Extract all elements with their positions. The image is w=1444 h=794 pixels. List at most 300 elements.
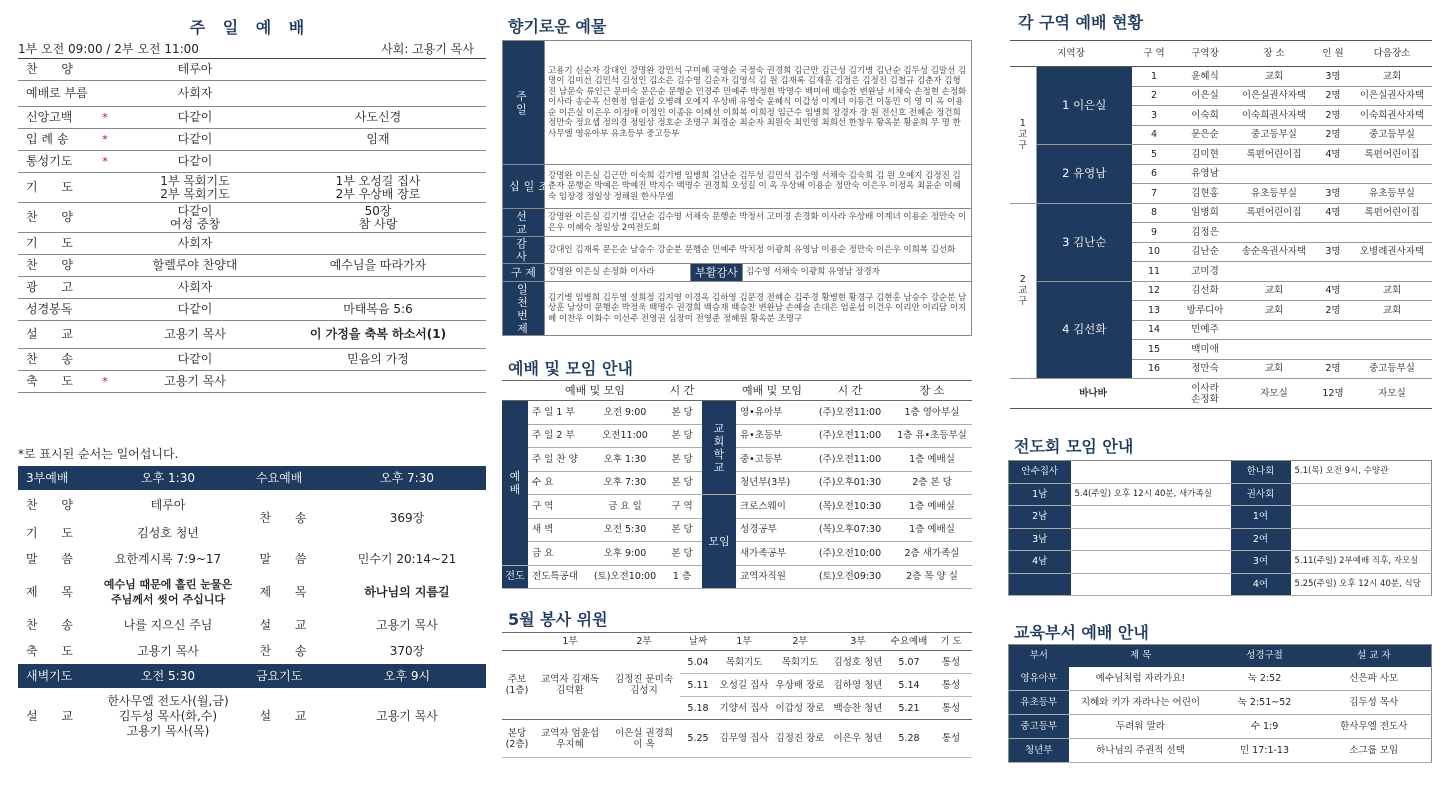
sunday-row [18,173,486,203]
mission-info [1071,528,1231,551]
district-cell: 록펀어린이집 [1364,207,1420,219]
service-head: 기 도 [940,636,962,647]
district-cell: 2 [1150,90,1158,102]
stand-mark: * [90,107,120,129]
sunday-host: 사회: 고용기 목사 [381,42,474,56]
district-cell [1314,320,1352,340]
meeting-group-label: 전도 [502,565,528,589]
meeting-time: (주)오전11:00 [818,406,882,418]
meeting-head: 시 간 [669,384,695,397]
district-head: 인 원 [1322,48,1344,59]
meeting-name: 구 역 [532,500,554,512]
order-person: 사회자 [120,81,270,107]
edu-dept: 영유아부 [1009,667,1069,691]
order-detail: 사도신경 [270,107,486,129]
district-head: 다음장소 [1373,48,1411,59]
district-cell: 9 [1150,226,1158,238]
district-cell: 김미현 [1191,148,1219,160]
order-item: 찬 양 [18,203,90,233]
district-cell: 오병례권사자택 [1359,246,1425,258]
district-cell: 록펀어린이집 [1246,207,1302,219]
stand-mark [90,173,120,203]
other-value: 고용기 목사 [376,617,438,632]
district-cell: 김정은 [1191,226,1219,238]
mission-group: 2여 [1231,528,1291,551]
mission-info [1071,551,1231,574]
dawn-item: 설 교 [26,708,83,723]
district-leader: 2 유영남 [1036,145,1132,204]
stand-mark [90,255,120,277]
service-cell: 5.11 [687,679,709,691]
other-header [18,664,486,688]
district-cell: 3 [1150,109,1158,121]
meeting-name: 수 요 [532,477,554,489]
other-header-cell: 오후 7:30 [380,470,434,485]
offering-label: 십일조 [503,165,545,209]
district-cell: 이숙희권사자택 [1359,109,1425,121]
order-detail: 예수님을 따라가자 [270,255,486,277]
service-cell: 오성길 집사 [719,679,769,691]
district-cell: 12 [1147,285,1161,297]
sunday-row [18,81,486,107]
meeting-name: 중•고등부 [740,453,783,465]
district-cell: 이숙희 [1191,109,1219,121]
other-value: 하나님의 지름길 [364,584,450,599]
mission-group: 권사회 [1231,483,1291,506]
edu-head: 성경구절 [1246,650,1283,662]
service-cell: 이갑성 장로 [775,702,825,714]
mission-group: 4남 [1009,551,1071,574]
sunday-row [18,371,486,393]
district-cell: 교회 [1382,304,1402,316]
service-cell: 5.14 [898,679,920,691]
other-item: 축 도 [26,643,83,658]
service-head: 3부 [850,636,866,647]
sunday-row [18,321,486,349]
other-item: 찬 송 [259,510,317,525]
mission-info [1071,461,1231,484]
order-detail: 1부 오성길 집사 2부 우상배 장로 [270,173,486,203]
offering-label: 감 사 [503,237,545,264]
district-head: 구역장 [1191,48,1219,59]
meeting-group-label: 교 회 학 교 [702,401,736,495]
meeting-head: 예배 및 모임 [741,384,803,397]
offering-column [498,0,974,794]
stand-mark: * [90,151,120,173]
service-cell: 5.18 [687,702,709,714]
meeting-place: 1 층 [672,571,692,583]
service-team: 김정진 문미숙 김성지 [614,674,674,696]
mission-group: 3남 [1009,528,1071,551]
meeting-head: 시 간 [837,384,863,397]
offering-names: 고용기 신순자 강대인 강명완 강민석 구미혜 국영순 국정숙 권경희 김근만 김근성 김기병 김난순 김두성 김말선 김명이 김미선 김민석 김성인 김소은 김수영 김순자 김영식 김 원 김재록 김재훈 김정은 김정진 김철규 김춘자 김형진 남문숙 류인근 문미숙 문은순 문행순 민경주 민예주 박정현 박명수 백미애 백승찬 변완남 서채숙 손정현 손정화 이사라 송순옥 신현정 엄윤섭 오병례 오예지 우상배 유영숙 윤혜식 이갑성 이계녀 이동건 이동민 이 영 이 옥 이용순 이은실 이은우 이정애 이정인 이종유 이혜선 이희복 이희정 임근수 임병희 장경자 장 원 전신호 전혜순 정건희 정만숙 정요셉 정의경 정일상 정호순 조명구 최경순 최순자 최원숙 최인영 최희선 한창우 황옥분 황윤희 무 명 한사무엘 영유아부 유초등부 중고등부 [545,41,972,165]
edu-dept: 유초등부 [1009,691,1069,715]
meeting-place: 1층 예배실 [909,524,955,536]
service-cell: 김무영 집사 [719,733,769,744]
district-cell: 록펀어린이집 [1364,148,1420,160]
edu-title: 교육부서 예배 안내 [1014,623,1149,642]
stand-mark [90,277,120,299]
service-table [502,632,972,758]
sunday-worship-column [14,0,486,794]
stand-mark [90,321,120,349]
district-cell: 6 [1150,168,1158,180]
service-team: 교역자 엄윤섭 우지혜 [540,727,600,750]
service-place: 본당 (2층) [505,727,529,750]
order-person: 고용기 목사 [120,371,270,393]
other-header-cell: 오후 9시 [383,668,431,683]
district-cell: 유초등부실 [1251,187,1297,199]
offering-names: 강명완 이은실 김근만 이숙희 김기병 임병희 김난순 김두성 김민석 김수영 서채숙 김숙희 김 원 오예지 김정진 김춘자 문행순 박예은 박예진 박지수 백명수 권경희 오성길 이 옥 우상배 이용순 정만숙 이은우 이정옥 최윤순 이혜숙 임장경 정일상 정해원 한사무엘 [545,165,972,209]
district-head: 장 소 [1263,48,1285,59]
sunday-row [18,151,486,173]
order-person: 할렐루야 찬양대 [120,255,270,277]
district-head: 지역장 [1057,48,1085,59]
district-cell: 1 [1150,70,1158,82]
mission-group: 1남 [1009,483,1071,506]
meeting-head: 장 소 [919,384,945,397]
order-item: 통성기도 [18,151,90,173]
other-value: 나를 지으신 주님 [123,617,213,632]
meeting-name: 주 일 1 부 [532,406,575,418]
district-cell: 유초등부실 [1369,187,1415,199]
meeting-time: 금 요 일 [608,500,642,512]
order-person: 다같이 [120,129,270,151]
sunday-times: 1부 오전 09:00 / 2부 오전 11:00 [18,42,199,56]
offering-names: 강대인 김재록 문은순 남승수 강순분 문행순 민예주 박치정 이광희 유영남 이용순 정만숙 이은우 이희복 김선화 [545,237,972,264]
meeting-name: 전도특공대 [532,571,578,583]
stand-mark [90,81,120,107]
sunday-row [18,129,486,151]
sunday-row [18,255,486,277]
district-cell: 이은실 [1191,90,1219,102]
meeting-table [502,380,972,589]
meeting-time: 오후 9:00 [603,547,647,559]
stand-mark [90,299,120,321]
district-cell [1314,223,1352,243]
service-team: 이은실 권경희 이 옥 [614,727,674,750]
other-item: 말 씀 [26,551,83,566]
banaba-next: 자모실 [1378,388,1406,399]
meeting-place: 2층 목 양 실 [906,571,958,583]
sunday-row [18,107,486,129]
district-head: 구 역 [1143,48,1165,59]
meeting-name: 청년부(3부) [740,477,791,489]
banaba-count: 12명 [1322,388,1344,399]
meeting-time: 오후 7:30 [603,477,647,489]
stand-mark [90,203,120,233]
edu-preacher: 한사무엘 전도사 [1340,721,1408,732]
order-detail: 믿음의 가정 [270,349,486,371]
edu-dept: 청년부 [1009,739,1069,763]
service-head: 2부 [636,636,652,647]
mission-group: 한나회 [1231,461,1291,484]
offering-label: 일 천 번 제 [503,282,545,336]
district-cell: 15 [1147,343,1161,355]
district-cell: 13 [1147,304,1161,316]
meeting-head: 예배 및 모임 [564,384,626,397]
service-cell: 목회기도 [725,656,763,668]
meeting-place: 2층 새가족실 [904,547,960,559]
district-cell: 4명 [1325,148,1341,160]
service-head: 날짜 [688,636,708,647]
order-item: 기 도 [18,173,90,203]
service-cell: 김하영 청년 [833,679,883,691]
district-cell: 3명 [1325,187,1341,199]
stand-note: *로 표시된 순서는 일어섭니다. [18,447,179,461]
meeting-place: 구 역 [671,500,693,512]
meeting-time: (주)오전11:00 [818,453,882,465]
district-cell [1314,340,1352,360]
meeting-place: 본 당 [671,453,693,465]
mission-info [1291,528,1432,551]
district-cell: 4명 [1325,207,1341,219]
sunday-title: 주 일 예 배 [189,18,311,37]
sunday-row [18,349,486,371]
dawn-preachers: 한사무엘 전도사(월,금) 김두성 목사(화,수) 고용기 목사(목) [107,693,229,738]
district-title: 각 구역 예배 현황 [1018,13,1143,32]
district-area: 1 교 구 [1010,67,1036,204]
service-cell: 통성 [941,702,961,714]
order-person: 1부 목회기도 2부 목회기도 [120,173,270,203]
mission-info [1071,573,1231,596]
district-cell: 방루디아 [1186,304,1224,316]
meeting-name: 금 요 [532,547,554,559]
district-cell: 4 [1150,129,1158,141]
service-cell: 이은우 청년 [833,733,883,744]
sunday-row [18,203,486,233]
order-detail [270,59,486,81]
mission-table [1008,460,1432,596]
other-item: 제 목 [259,584,317,599]
other-item: 기 도 [26,525,83,540]
edu-topic: 두려워 말라 [1116,721,1165,732]
edu-preacher: 신은파 사모 [1349,672,1399,684]
edu-dept: 중고등부 [1009,715,1069,739]
other-value: 369장 [389,510,425,525]
edu-verse: 눅 2:51~52 [1237,697,1292,708]
service-head: 수요예배 [890,636,928,647]
district-cell: 3명 [1325,246,1341,258]
other-value: 370장 [389,643,425,658]
mission-group: 2남 [1009,506,1071,529]
meeting-time: (토)오전09:30 [818,571,882,583]
mission-group: 3여 [1231,551,1291,574]
district-cell: 2명 [1325,109,1341,121]
offering-names: 강명완 이은실 김기병 김난순 김수영 서채숙 문행순 박정서 고미경 손경화 이사라 우상배 이계녀 이용순 정만숙 이은우 이혜숙 정일상 2여전도회 [545,209,972,237]
edu-preacher: 소그룹 모임 [1349,745,1399,756]
service-cell: 목회기도 [781,656,819,668]
order-detail [270,277,486,299]
meeting-name: 새가족공부 [740,547,786,559]
offering-names: 강명완 이은실 손정화 이사라 [545,264,691,282]
district-cell: 교회 [1382,285,1402,297]
order-item: 설 교 [18,321,90,349]
friday-item: 설 교 [259,708,317,723]
sunday-row [18,277,486,299]
meeting-time: (목)오전10:30 [818,500,882,512]
service-cell: 5.21 [898,702,920,714]
order-detail [270,151,486,173]
meeting-place: 1층 유•초등부실 [897,430,967,442]
district-cell: 2명 [1325,129,1341,141]
service-head: 1부 [562,636,578,647]
stand-mark [90,59,120,81]
offering-label: 선 교 [503,209,545,237]
order-person: 다같이 [120,349,270,371]
order-person: 사회자 [120,277,270,299]
district-cell: 4명 [1325,285,1341,297]
meeting-group-label: 모임 [702,495,736,589]
offering-table [502,40,972,336]
district-column [1008,0,1432,794]
district-cell: 이은실권사자택 [1359,90,1425,102]
district-cell: 중고등부실 [1369,363,1415,375]
stand-mark: * [90,129,120,151]
offering-title: 향기로운 예물 [508,17,607,36]
district-cell: 5 [1150,148,1158,160]
district-cell: 윤혜식 [1191,70,1219,82]
other-header-cell: 금요기도 [256,668,303,683]
other-item: 설 교 [259,617,317,632]
other-value: 김성호 청년 [137,525,199,540]
meeting-name: 새 벽 [532,524,554,536]
service-cell: 백승찬 청년 [833,702,883,714]
offering-label: 주 일 [503,41,545,165]
order-item: 찬 송 [18,349,90,371]
meeting-place: 1층 영아부실 [904,406,960,418]
edu-verse: 수 1:9 [1250,721,1279,732]
other-header-cell: 새벽기도 [26,668,73,683]
district-cell [1352,340,1432,360]
meeting-name: 교역자직원 [740,571,786,583]
district-cell [1234,320,1314,340]
order-item: 축 도 [18,371,90,393]
order-item: 기 도 [18,233,90,255]
district-cell: 록펀어린이집 [1246,148,1302,160]
order-person: 다같이 여성 중창 [120,203,270,233]
district-cell: 8 [1150,207,1158,219]
order-item: 입 례 송 [18,129,90,151]
service-cell: 통성 [941,679,961,691]
district-cell: 김난순 [1191,246,1219,258]
offering-label: 구 제 [503,264,545,282]
offering-names: 김수영 서채숙 이광희 유영남 장경자 [743,264,972,282]
mission-group: 1여 [1231,506,1291,529]
service-cell: 김성호 청년 [833,656,883,668]
district-cell [1234,223,1314,243]
district-cell: 2명 [1325,304,1341,316]
district-cell [1352,223,1432,243]
district-cell: 2명 [1325,363,1341,375]
meeting-time: 오전 5:30 [603,524,647,536]
stand-mark: * [90,371,120,393]
meeting-time: (주)오후01:30 [818,477,882,489]
meeting-name: 유•초등부 [740,430,783,442]
other-item: 제 목 [26,584,83,599]
meeting-place: 본 당 [671,430,693,442]
other-value: 요한계시록 7:9~17 [114,551,222,566]
edu-head: 부서 [1029,650,1048,662]
meeting-place: 1층 예배실 [909,500,955,512]
meeting-name: 크로스웨이 [740,500,786,512]
meeting-time: (주)오전10:00 [818,547,882,559]
district-cell: 10 [1147,246,1161,258]
district-cell: 백미애 [1191,343,1219,355]
mission-title: 전도회 모임 안내 [1014,437,1134,456]
order-person: 테루아 [120,59,270,81]
meeting-place: 본 당 [671,547,693,559]
other-header [18,466,486,490]
order-detail: 50장 참 사랑 [270,203,486,233]
other-item: 말 씀 [259,551,317,566]
other-value: 고용기 목사 [137,643,199,658]
meeting-name: 영•유아부 [740,406,783,418]
other-header-cell: 수요예배 [256,470,303,485]
district-cell: 김선화 [1191,285,1219,297]
stand-mark [90,233,120,255]
sunday-order-table [18,58,486,393]
district-cell: 교회 [1264,70,1284,82]
other-header-cell: 3부예배 [26,470,69,485]
edu-verse: 눅 2:52 [1247,672,1282,684]
sunday-row [18,233,486,255]
district-cell: 민예주 [1191,324,1219,336]
mission-info: 5.25(주일) 오후 12시 40분, 식당 [1294,578,1421,589]
mission-info [1071,506,1231,529]
friday-preacher: 고용기 목사 [376,708,438,723]
district-cell [1352,164,1432,184]
mission-info: 5.4(주일) 오후 12시 40분, 새가족실 [1074,488,1212,499]
other-item: 찬 송 [26,617,83,632]
district-cell [1234,340,1314,360]
order-person: 사회자 [120,233,270,255]
service-cell: 통성 [941,733,961,744]
sunday-row [18,299,486,321]
mission-info: 5.1(목) 오전 9시, 수양관 [1294,466,1389,477]
order-person: 다같이 [120,151,270,173]
service-cell: 김정진 장로 [775,733,825,744]
other-item: 찬 송 [259,643,317,658]
service-title: 5월 봉사 위원 [508,610,608,629]
edu-topic: 지혜와 키가 자라나는 어린이 [1080,697,1201,708]
banaba-leader: 이사라 손정화 [1191,382,1219,405]
district-cell: 16 [1147,363,1161,375]
district-cell: 14 [1147,324,1161,336]
order-item: 광 고 [18,277,90,299]
mission-group: 4여 [1231,573,1291,596]
service-cell: 통성 [941,656,961,668]
service-cell: 기양서 집사 [719,702,769,714]
other-header-cell: 오후 1:30 [141,470,195,485]
order-detail [270,81,486,107]
district-cell: 7 [1150,187,1158,199]
meeting-time: 오전 9:00 [603,406,647,418]
other-value: 민수기 20:14~21 [357,551,457,566]
edu-topic: 예수님처럼 자라가요! [1095,672,1186,684]
district-cell: 교회 [1264,363,1284,375]
district-cell: 정만숙 [1191,363,1219,375]
district-cell: 유영남 [1191,168,1219,180]
district-cell: 송순옥권사자택 [1241,246,1307,258]
mission-group: 안수집사 [1009,461,1071,484]
other-item: 찬 양 [26,497,83,512]
order-item: 신앙고백 [18,107,90,129]
mission-info: 5.11(주일) 2부예배 직후, 자모실 [1294,556,1419,567]
district-cell: 교회 [1264,304,1284,316]
service-cell: 5.25 [687,733,709,744]
service-cell: 5.04 [687,656,709,668]
